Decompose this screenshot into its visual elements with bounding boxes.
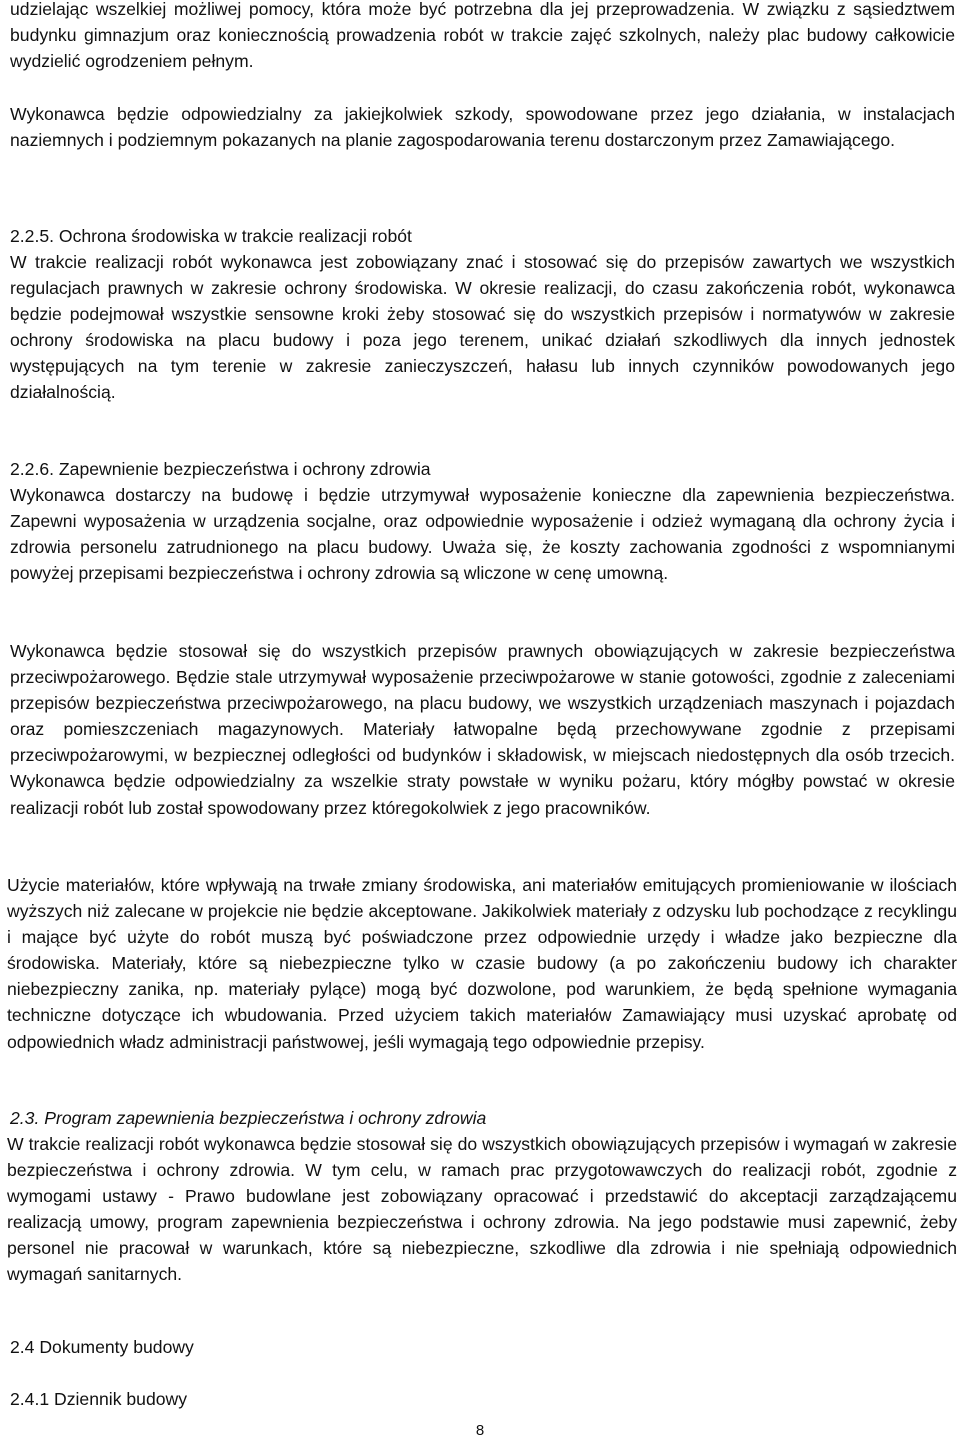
paragraph-environmental-protection: W trakcie realizacji robót wykonawca jest zobowiązany znać i stosować się do przepisów zawartych we wszystkich regulacjach prawnych w zakresie ochrony środowiska. W okresie realizacji, do czasu zakończenia robót, wykonawca będzie podejmował wszystkie sensowne kroki żeby stosować się do wszystkich przepisów i normatywów w zakresie ochrony środowiska na placu budowy i poza jego terenem, unikać działań szkodliwych dla innych jednostek występujących na tym terenie w zakresie zanieczyszczeń, hałasu lub innych czynników powodowanych jego działalnością.	[10, 252, 955, 403]
paragraph-health-safety-program: W trakcie realizacji robót wykonawca będzie stosował się do wszystkich obowiązujących przepisów i wymagań w zakresie bezpieczeństwa i ochrony zdrowia. W tym celu, w ramach prac przygotowawczych do realizacji robót, zgodnie z wymogami ustawy - Prawo budowlane jest zobowiązany opracować i przedstawić do akceptacji zarządzającemu realizacją umowy, program zapewnienia bezpieczeństwa i ochrony zdrowia. Na jego podstawie musi zapewnić, żeby personel nie pracował w warunkach, które są niebezpieczne, szkodliwe dla zdrowia i nie spełniają odpowiednich wymagań sanitarnych.	[7, 1134, 957, 1285]
paragraph-hazardous-materials: Użycie materiałów, które wpływają na trwałe zmiany środowiska, ani materiałów emitujących promieniowanie w ilościach wyższych niż zalecane w projekcie nie będzie akceptowane. Jakikolwiek materiały z odzysku lub pochodzące z recyklingu i mające być użyte do robót muszą być poświadczone przez odpowiednie urzędy i władze jako bezpieczne dla środowiska. Materiały, które są niebezpieczne tylko w czasie budowy (a po zakończeniu budowy ich charakter niebezpieczny zanika, np. materiały pylące) mogą być dozwolone, pod warunkiem, że będą spełnione wymagania techniczne dotyczące ich wbudowania. Przed użyciem takich materiałów Zamawiający musi uzyskać aprobatę od odpowiednich władz administracji państwowej, jeśli wymagają tego odpowiednie przepisy.	[7, 875, 957, 1052]
section-heading-2-3: 2.3. Program zapewnienia bezpieczeństwa i ochrony zdrowia	[10, 1108, 487, 1128]
section-heading-2-4-1: 2.4.1 Dziennik budowy	[10, 1389, 188, 1409]
section-heading-2-2-6: 2.2.6. Zapewnienie bezpieczeństwa i ochrony zdrowia	[10, 459, 431, 479]
paragraph-safety-equipment: Wykonawca dostarczy na budowę i będzie utrzymywał wyposażenie konieczne dla zapewnienia bezpieczeństwa. Zapewni wyposażenia w urządzenia socjalne, oraz odpowiednie wyposażenie i odzież wymaganą dla ochrony życia i zdrowia personelu zatrudnionego na placu budowy. Uważa się, że koszty zachowania zgodności z wspomnianymi powyżej przepisami bezpieczeństwa i ochrony zdrowia są wliczone w cenę umowną.	[10, 485, 955, 584]
section-heading-2-2-5: 2.2.5. Ochrona środowiska w trakcie realizacji robót	[10, 226, 412, 246]
paragraph-fire-safety: Wykonawca będzie stosował się do wszystkich przepisów prawnych obowiązujących w zakresie bezpieczeństwa przeciwpożarowego. Będzie stale utrzymywał wyposażenie przeciwpożarowe w stanie gotowości, zgodnie z zaleceniami przepisów bezpieczeństwa przeciwpożarowego, na placu budowy, we wszystkich urządzeniach maszynach i pojazdach oraz pomieszczeniach magazynowych. Materiały łatwopalne będą przechowywane zgodnie z przepisami przeciwpożarowymi, w bezpiecznej odległości od budynków i składowisk, w miejscach niedostępnych dla osób trzecich. Wykonawca będzie odpowiedzialny za wszelkie straty powstałe w wyniku pożaru, który mógłby powstać w okresie realizacji robót lub został spowodowany przez któregokolwiek z jego pracowników.	[10, 641, 955, 818]
section-heading-2-4: 2.4 Dokumenty budowy	[10, 1337, 194, 1357]
paragraph-contractor-liability: Wykonawca będzie odpowiedzialny za jakiejkolwiek szkody, spowodowane przez jego działania, w instalacjach naziemnych i podziemnym pokazanych na planie zagospodarowania terenu dostarczonym przez Zamawiającego.	[10, 104, 955, 151]
paragraph-site-fencing: udzielając wszelkiej możliwej pomocy, która może być potrzebna dla jej przeprowadzenia. W związku z sąsiedztwem budynku gimnazjum oraz koniecznością prowadzenia robót w trakcie zajęć szkolnych, należy plac budowy całkowicie wydzielić ogrodzeniem pełnym.	[10, 0, 955, 72]
page-number: 8	[475, 1422, 485, 1439]
